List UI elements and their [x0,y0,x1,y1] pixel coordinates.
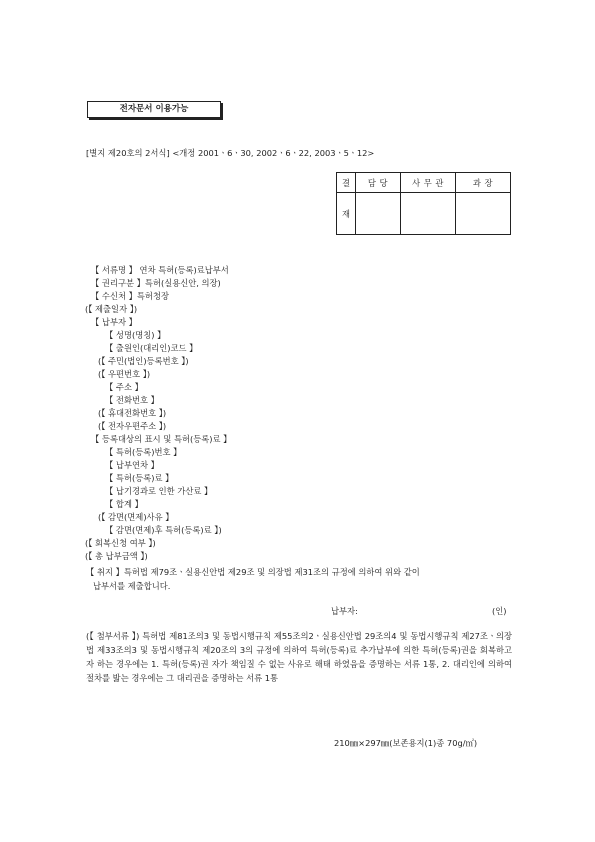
approval-sign-chief[interactable] [456,193,511,235]
approval-side-top: 결 [337,173,356,193]
form-field: (【 감면(면제)사유 】 [98,512,174,522]
form-field: (【 전자우편주소 】) [98,421,167,431]
approval-header-officer: 사 무 관 [401,173,456,193]
approval-sign-staff[interactable] [356,193,401,235]
form-field: 【 납부연차 】 [105,460,159,470]
approval-sign-officer[interactable] [401,193,456,235]
payer-label: 납부자: [331,606,358,616]
purpose-line-1: 【 취지 】특허법 제79조ㆍ실용신안법 제29조 및 의장법 제31조의 규정에 의하여 위와 같이 [86,567,420,577]
approval-header-chief: 과 장 [456,173,511,193]
form-field: (【 우편번호 】) [98,369,151,379]
form-field: 【 납부자 】 [91,317,137,327]
form-field: 【 특허(등록)료 】 [105,473,174,483]
form-field: (【 총 납부금액 】) [85,551,148,561]
form-reference: [별지 제20호의 2서식] <개정 2001ㆍ6ㆍ30, 2002ㆍ6ㆍ22, 2003ㆍ5ㆍ12> [86,148,375,158]
form-field: 【 서류명 】 연차 특허(등록)료납부서 [91,265,229,275]
form-field: 【 주소 】 [105,382,143,392]
form-field: 【 전화번호 】 [105,395,159,405]
attachments-paragraph: (【 첨부서류 】) 특허법 제81조의3 및 동법시행규칙 제55조의2ㆍ실용신안법 29조의4 및 동법시행규칙 제27조ㆍ의장법 제33조의3 및 동법시행규칙 제20조의 3의 규정에 의하여 특허(등록)료 추가납부에 의한 특허(등록)권을 회복하고자 하는 경우에는 1. 특허(등록)권 자가 책임질 수 없는 사유로 해태 하였음을 증명하는 서류 1통, 2. 대리인에 의하여 절차를 밟는 경우에는 그 대리권을 증명하는 서류 1통 [86,631,512,683]
approval-side-bottom: 재 [337,193,356,235]
form-field: 【 수신처 】특허청장 [91,291,169,301]
form-field: (【 회복신청 여부 】) [85,538,156,548]
form-field: 【 등록대상의 표시 및 특허(등록)료 】 [91,434,232,444]
seal-mark: (인) [492,606,507,616]
form-field: (【 휴대전화번호 】) [98,408,167,418]
approval-table [336,172,511,235]
form-field: 【 권리구분 】특허(실용신안, 의장) [91,278,221,288]
form-field: 【 납기경과로 인한 가산료 】 [105,486,213,496]
electronic-document-badge: 전자문서 이용가능 [87,101,221,118]
paper-spec-footer: 210㎜×297㎜(보존용지(1)종 70g/㎡) [334,738,478,748]
form-field: (【 제출일자 】) [85,304,138,314]
approval-header-staff: 담 당 [356,173,401,193]
form-field: 【 출원인(대리인)코드 】 [105,343,198,353]
form-field: 【 합계 】 [105,499,143,509]
purpose-line-2: 납부서를 제출합니다. [93,581,171,591]
form-field: 【 특허(등록)번호 】 [105,447,182,457]
form-field: (【 주민(법인)등록번호 】) [98,356,189,366]
form-field: 【 감면(면제)후 특허(등록)료 】) [105,525,222,535]
form-field: 【 성명(명칭) 】 [105,330,166,340]
